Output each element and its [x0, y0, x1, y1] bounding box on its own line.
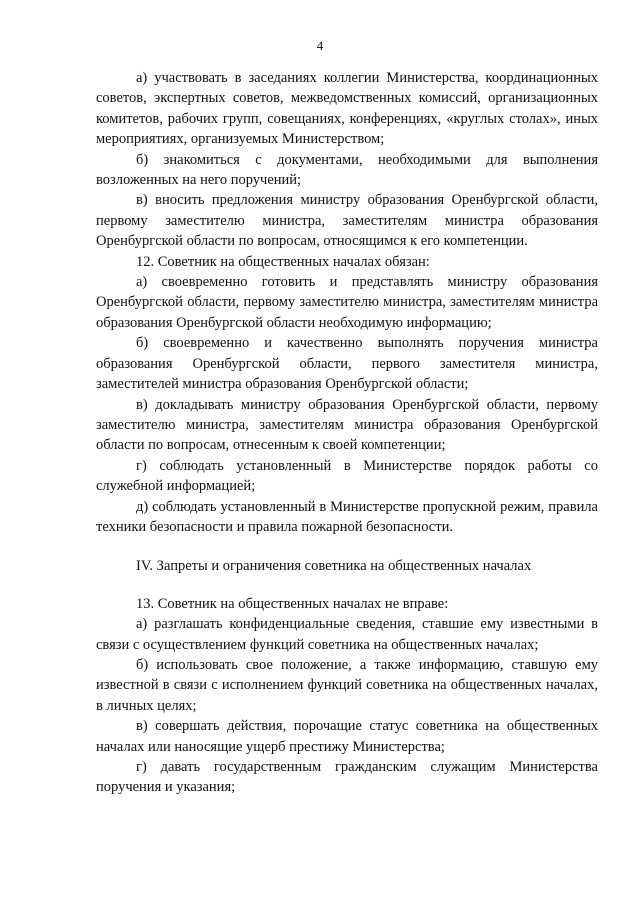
paragraph-12-e: д) соблюдать установленный в Министерстве пропускной режим, правила техники безопасности и правила пожарной безопасности. [96, 498, 598, 535]
paragraph-12-d: г) соблюдать установленный в Министерстве порядок работы со служебной информацией; [96, 457, 598, 495]
paragraph-13-a: а) разглашать конфиденциальные сведения, ставшие ему известными в связи с осуществлением функций советника на общественных началах; [96, 616, 598, 653]
paragraph-2-b-review-documents: б) знакомиться с документами, необходимыми для выполнения возложенных на него поручений; [96, 151, 598, 189]
paragraph-12-c: в) докладывать министру образования Оренбургской области, первому заместителю министра, заместителям министра образования Оренбургской области по вопросам, отнесенным к своей компетенции; [96, 396, 598, 454]
clause-12-heading: 12. Советник на общественных началах обязан: [136, 253, 430, 270]
paragraph-12-b: б) своевременно и качественно выполнять поручения министра образования Оренбургской области, первого заместителя министра, заместителей министра образования Оренбургской области; [96, 335, 598, 393]
paragraph-13-c: в) совершать действия, порочащие статус советника на общественных началах или наносящие ущерб престижу Министерства; [96, 718, 598, 755]
section-iv-heading: IV. Запреты и ограничения советника на общественных началах [136, 558, 532, 575]
paragraph-13-b: б) использовать свое положение, а также информацию, ставшую ему известной в связи с исполнением функций советника на общественных началах, в личных целях; [96, 656, 598, 714]
clause-13-heading: 13. Советник на общественных началах не вправе: [136, 595, 449, 612]
document-body [96, 68, 598, 798]
page-number: 4 [316, 38, 324, 53]
paragraph-13-d: г) давать государственным гражданским служащим Министерства поручения и указания; [96, 759, 598, 796]
paragraph-2-a-participate: а) участвовать в заседаниях коллегии Министерства, координационных советов, экспертных советов, межведомственных комиссий, организационных комитетов, рабочих групп, совещаниях, конференциях, «круглых столах», иных мероприятиях, организуемых Министерством; [96, 70, 598, 148]
paragraph-12-a: а) своевременно готовить и представлять министру образования Оренбургской области, первому заместителю министра, заместителям министра образования Оренбургской области необходимую информацию; [96, 274, 598, 331]
paragraph-2-c-submit-proposals: в) вносить предложения министру образования Оренбургской области, первому заместителю министра, заместителям министра образования Оренбургской области по вопросам, относящимся к его компетенции. [96, 192, 598, 250]
